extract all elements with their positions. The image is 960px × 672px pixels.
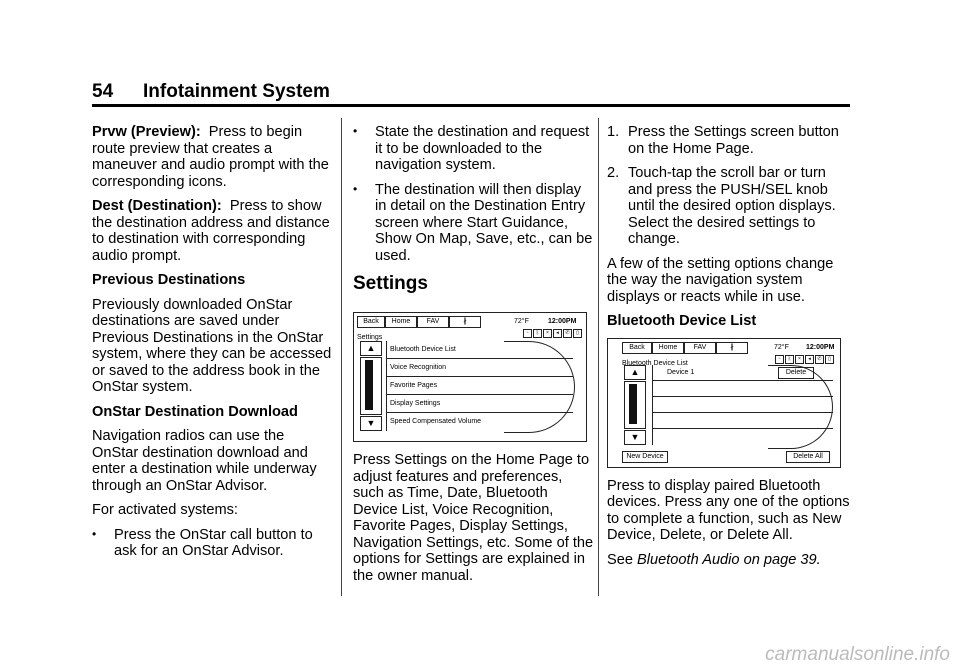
back-button[interactable]: Back	[622, 342, 652, 354]
new-device-button[interactable]: New Device	[622, 451, 668, 463]
scroll-up-button[interactable]	[624, 365, 646, 380]
bullet-item	[353, 182, 596, 265]
temperature-readout: 72°F	[774, 343, 789, 351]
phone-icon: ▫	[523, 329, 532, 338]
column-1	[92, 124, 332, 568]
arrow-up-icon: ▲	[630, 366, 640, 377]
bluetooth-icon: ᛒ	[533, 329, 542, 338]
home-button[interactable]: Home	[652, 342, 684, 354]
column-divider	[598, 118, 599, 596]
previous-destinations-heading: Previous Destinations	[92, 272, 246, 288]
home-button[interactable]: Home	[385, 316, 417, 328]
prvw-term: Prvw (Preview):	[92, 124, 201, 140]
header-rule	[92, 104, 850, 107]
phone-icon: ▫	[775, 355, 784, 364]
bullet-glyph: •	[353, 124, 358, 138]
bullet-glyph: •	[92, 526, 97, 541]
see-prefix: See	[607, 551, 633, 568]
column-divider	[341, 118, 342, 596]
page-header	[92, 80, 850, 104]
bullet-text: The destination will then display in detail on the Destination Entry screen where Start Guidance, Show On Map, Save, etc., can be used.	[375, 181, 593, 264]
dest-text: Press to show the destination address and distance to destination with corresponding audio prompt.	[92, 198, 330, 264]
battery-icon: ▯	[825, 355, 834, 364]
step-number: 2.	[607, 165, 620, 181]
previous-destinations-text: Previously downloaded OnStar destinations are saved under Previous Destinations in the OnStar system, where they can be accessed or saved to the address book in the OnStar system.	[92, 296, 332, 395]
destination-download-heading: OnStar Destination Download	[92, 403, 298, 420]
prvw-paragraph	[92, 124, 332, 190]
voice-button[interactable]	[449, 316, 481, 328]
temperature-readout: 72°F	[514, 318, 529, 325]
scroll-down-button[interactable]	[360, 416, 382, 431]
column-2	[353, 124, 596, 592]
list-item[interactable]: Display Settings	[387, 395, 573, 413]
settings-text: Press Settings on the Home Page to adjust features and preferences, such as Time, Date, Bluetooth Device List, Voice Recognition, Favorite Pages, Display Settings, Navigation Settings, etc. Some of the options for Settings are explained in the owner manual.	[353, 452, 594, 584]
voice-icon: ∦	[463, 318, 467, 325]
voice-button[interactable]	[716, 342, 748, 354]
dest-paragraph	[92, 198, 332, 264]
call-icon: ✆	[563, 329, 572, 338]
step-number: 1.	[607, 124, 620, 140]
chapter-title: Infotainment System	[143, 81, 330, 102]
bluetooth-heading: Bluetooth Device List	[607, 313, 757, 329]
watermark: carmanualsonline.info	[765, 644, 950, 665]
bluetooth-screen-figure	[607, 338, 841, 468]
arrow-down-icon: ▼	[366, 418, 376, 428]
scroll-down-button[interactable]	[624, 430, 646, 445]
back-button[interactable]: Back	[357, 316, 385, 328]
page-number: 54	[92, 81, 114, 102]
bullet-text: State the destination and request it to be downloaded to the navigation system.	[375, 124, 590, 173]
prvw-text: Press to begin route preview that creates a maneuver and audio prompt with the corresponding icons.	[92, 124, 329, 190]
list-item[interactable]: Speed Compensated Volume	[390, 418, 482, 425]
arrow-up-icon: ▲	[366, 343, 376, 353]
screen-title: Bluetooth Device List	[622, 359, 688, 367]
see-reference	[607, 552, 853, 569]
bluetooth-icon: ᛒ	[785, 355, 794, 364]
bullet-glyph: •	[353, 181, 358, 196]
dest-term: Dest (Destination):	[92, 198, 222, 214]
voice-icon: ∦	[730, 343, 734, 351]
step-item	[607, 124, 853, 157]
bullet-item	[353, 124, 596, 174]
clock-readout: 12:00PM	[806, 343, 835, 351]
list-item[interactable]: Voice Recognition	[387, 359, 573, 377]
bluetooth-text: Press to display paired Bluetooth devices. Press any one of the options to complete a function, such as New Device, Delete, or Delete All.	[607, 477, 850, 543]
screen-title: Settings	[357, 334, 383, 341]
mute-icon: ×	[543, 329, 552, 338]
settings-screen-figure	[353, 312, 587, 442]
scroll-thumb[interactable]	[365, 360, 373, 410]
step-item	[607, 165, 853, 248]
activated-systems-text: For activated systems:	[92, 502, 238, 518]
device-name: Device 1	[667, 368, 695, 376]
step-text: Touch-tap the scroll bar or turn and press the PUSH/SEL knob until the desired option displays. Select the desired settings to change.	[628, 165, 836, 247]
status-icons	[523, 329, 582, 338]
battery-icon: ▯	[573, 329, 582, 338]
list-item[interactable]: Bluetooth Device List	[387, 341, 573, 359]
destination-download-text: Navigation radios can use the OnStar destination download and enter a destination while underway through an OnStar Advisor.	[92, 428, 317, 494]
delete-all-button[interactable]: Delete All	[786, 451, 830, 463]
bullet-item	[92, 527, 332, 560]
status-icons	[775, 355, 834, 364]
delete-button[interactable]: Delete	[778, 367, 814, 379]
change-text: A few of the setting options change the way the navigation system displays or reacts while in use.	[607, 255, 834, 305]
clock-readout: 12:00PM	[548, 318, 577, 325]
step-text: Press the Settings screen button on the Home Page.	[628, 124, 839, 157]
scroll-thumb[interactable]	[629, 384, 637, 424]
column-3	[607, 124, 853, 576]
fav-button[interactable]: FAV	[684, 342, 716, 354]
arrow-down-icon: ▼	[630, 431, 640, 442]
scroll-up-button[interactable]	[360, 341, 382, 356]
call-icon: ✆	[815, 355, 824, 364]
mute-icon: ×	[795, 355, 804, 364]
signal-icon: ◂	[553, 329, 562, 338]
bullet-text: Press the OnStar call button to ask for an OnStar Advisor.	[114, 526, 313, 559]
signal-icon: ◂	[805, 355, 814, 364]
list-item[interactable]: Favorite Pages	[387, 377, 573, 395]
see-link[interactable]: Bluetooth Audio on page 39.	[637, 551, 821, 568]
settings-heading: Settings	[353, 273, 428, 294]
fav-button[interactable]: FAV	[417, 316, 449, 328]
